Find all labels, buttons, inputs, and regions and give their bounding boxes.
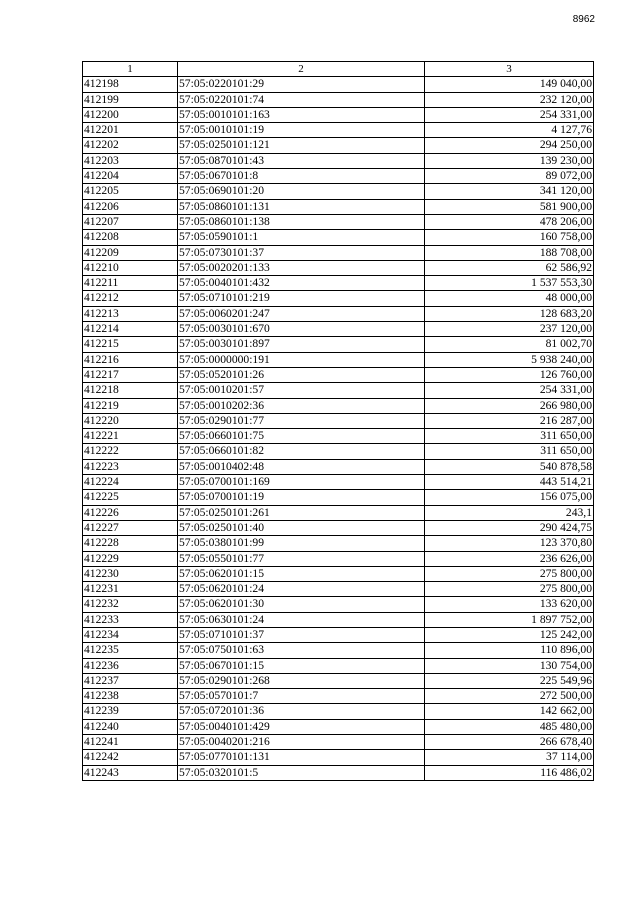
row-number-cell: 412219 — [83, 398, 178, 413]
cadastral-number-cell: 57:05:0290101:268 — [178, 673, 425, 688]
cadastral-number-cell: 57:05:0660101:82 — [178, 444, 425, 459]
row-number-cell: 412229 — [83, 551, 178, 566]
table-row — [83, 475, 594, 490]
table-row — [83, 352, 594, 367]
cadastral-number-cell: 57:05:0380101:99 — [178, 536, 425, 551]
row-number-cell: 412227 — [83, 520, 178, 535]
table-row — [83, 459, 594, 474]
cadastral-number-cell: 57:05:0000000:191 — [178, 352, 425, 367]
table-row — [83, 704, 594, 719]
row-number-cell: 412234 — [83, 627, 178, 642]
row-number-cell: 412231 — [83, 582, 178, 597]
table-row — [83, 735, 594, 750]
value-cell: 188 708,00 — [425, 245, 594, 260]
table-row — [83, 245, 594, 260]
value-cell: 126 760,00 — [425, 367, 594, 382]
table-row — [83, 658, 594, 673]
table-row — [83, 107, 594, 122]
table-row — [83, 260, 594, 275]
row-number-cell: 412233 — [83, 612, 178, 627]
cadastral-number-cell: 57:05:0590101:1 — [178, 230, 425, 245]
table-row — [83, 291, 594, 306]
value-cell: 116 486,02 — [425, 765, 594, 780]
value-cell: 294 250,00 — [425, 138, 594, 153]
row-number-cell: 412207 — [83, 214, 178, 229]
table-row — [83, 153, 594, 168]
cadastral-number-cell: 57:05:0620101:30 — [178, 597, 425, 612]
cadastral-number-cell: 57:05:0520101:26 — [178, 367, 425, 382]
value-cell: 62 586,92 — [425, 260, 594, 275]
cadastral-number-cell: 57:05:0030101:897 — [178, 337, 425, 352]
value-cell: 1 897 752,00 — [425, 612, 594, 627]
table-row — [83, 92, 594, 107]
row-number-cell: 412205 — [83, 184, 178, 199]
cadastral-number-cell: 57:05:0320101:5 — [178, 765, 425, 780]
value-cell: 485 480,00 — [425, 719, 594, 734]
cadastral-number-cell: 57:05:0750101:63 — [178, 643, 425, 658]
table-row — [83, 77, 594, 92]
cadastral-number-cell: 57:05:0010101:163 — [178, 107, 425, 122]
table-row — [83, 383, 594, 398]
cadastral-number-cell: 57:05:0730101:37 — [178, 245, 425, 260]
row-number-cell: 412223 — [83, 459, 178, 474]
table-row — [83, 337, 594, 352]
cadastral-number-cell: 57:05:0040101:432 — [178, 276, 425, 291]
table-row — [83, 138, 594, 153]
cadastral-number-cell: 57:05:0860101:138 — [178, 214, 425, 229]
header-cell-3: 3 — [425, 62, 594, 77]
table-row — [83, 750, 594, 765]
value-cell: 275 800,00 — [425, 566, 594, 581]
cadastral-number-cell: 57:05:0250101:121 — [178, 138, 425, 153]
table-row — [83, 505, 594, 520]
cadastral-number-cell: 57:05:0710101:37 — [178, 627, 425, 642]
row-number-cell: 412201 — [83, 123, 178, 138]
value-cell: 243,1 — [425, 505, 594, 520]
value-cell: 139 230,00 — [425, 153, 594, 168]
table-row — [83, 673, 594, 688]
cadastral-number-cell: 57:05:0020201:133 — [178, 260, 425, 275]
value-cell: 130 754,00 — [425, 658, 594, 673]
cadastral-number-cell: 57:05:0010202:36 — [178, 398, 425, 413]
table-row — [83, 719, 594, 734]
row-number-cell: 412224 — [83, 475, 178, 490]
value-cell: 266 678,40 — [425, 735, 594, 750]
row-number-cell: 412228 — [83, 536, 178, 551]
table-row — [83, 199, 594, 214]
row-number-cell: 412208 — [83, 230, 178, 245]
table-row — [83, 536, 594, 551]
value-cell: 48 000,00 — [425, 291, 594, 306]
value-cell: 216 287,00 — [425, 413, 594, 428]
table-row — [83, 612, 594, 627]
row-number-cell: 412213 — [83, 306, 178, 321]
row-number-cell: 412218 — [83, 383, 178, 398]
value-cell: 123 370,80 — [425, 536, 594, 551]
header-cell-1: 1 — [83, 62, 178, 77]
table-row — [83, 689, 594, 704]
row-number-cell: 412211 — [83, 276, 178, 291]
row-number-cell: 412210 — [83, 260, 178, 275]
row-number-cell: 412241 — [83, 735, 178, 750]
row-number-cell: 412225 — [83, 490, 178, 505]
row-number-cell: 412239 — [83, 704, 178, 719]
cadastral-number-cell: 57:05:0870101:43 — [178, 153, 425, 168]
table-body — [83, 77, 594, 781]
value-cell: 142 662,00 — [425, 704, 594, 719]
value-cell: 160 758,00 — [425, 230, 594, 245]
row-number-cell: 412238 — [83, 689, 178, 704]
value-cell: 290 424,75 — [425, 520, 594, 535]
cadastral-number-cell: 57:05:0860101:131 — [178, 199, 425, 214]
cadastral-number-cell: 57:05:0250101:40 — [178, 520, 425, 535]
cadastral-number-cell: 57:05:0040101:429 — [178, 719, 425, 734]
row-number-cell: 412203 — [83, 153, 178, 168]
table-row — [83, 582, 594, 597]
table-row — [83, 367, 594, 382]
table-row — [83, 520, 594, 535]
value-cell: 311 650,00 — [425, 444, 594, 459]
cadastral-number-cell: 57:05:0550101:77 — [178, 551, 425, 566]
row-number-cell: 412212 — [83, 291, 178, 306]
table-row — [83, 214, 594, 229]
table-row — [83, 429, 594, 444]
value-cell: 5 938 240,00 — [425, 352, 594, 367]
row-number-cell: 412232 — [83, 597, 178, 612]
value-cell: 37 114,00 — [425, 750, 594, 765]
value-cell: 272 500,00 — [425, 689, 594, 704]
table-row — [83, 597, 594, 612]
value-cell: 443 514,21 — [425, 475, 594, 490]
row-number-cell: 412222 — [83, 444, 178, 459]
row-number-cell: 412198 — [83, 77, 178, 92]
cadastral-number-cell: 57:05:0670101:8 — [178, 169, 425, 184]
row-number-cell: 412204 — [83, 169, 178, 184]
cadastral-number-cell: 57:05:0010402:48 — [178, 459, 425, 474]
cadastral-number-cell: 57:05:0010201:57 — [178, 383, 425, 398]
value-cell: 254 331,00 — [425, 107, 594, 122]
row-number-cell: 412215 — [83, 337, 178, 352]
cadastral-number-cell: 57:05:0030101:670 — [178, 322, 425, 337]
cadastral-number-cell: 57:05:0770101:131 — [178, 750, 425, 765]
value-cell: 311 650,00 — [425, 429, 594, 444]
table-row — [83, 184, 594, 199]
table-header — [83, 62, 594, 77]
cadastral-number-cell: 57:05:0620101:24 — [178, 582, 425, 597]
value-cell: 232 120,00 — [425, 92, 594, 107]
table-row — [83, 551, 594, 566]
value-cell: 236 626,00 — [425, 551, 594, 566]
cadastral-number-cell: 57:05:0700101:19 — [178, 490, 425, 505]
value-cell: 149 040,00 — [425, 77, 594, 92]
row-number-cell: 412221 — [83, 429, 178, 444]
value-cell: 89 072,00 — [425, 169, 594, 184]
value-cell: 1 537 553,30 — [425, 276, 594, 291]
row-number-cell: 412214 — [83, 322, 178, 337]
row-number-cell: 412202 — [83, 138, 178, 153]
cadastral-number-cell: 57:05:0700101:169 — [178, 475, 425, 490]
value-cell: 128 683,20 — [425, 306, 594, 321]
cadastral-number-cell: 57:05:0620101:15 — [178, 566, 425, 581]
row-number-cell: 412206 — [83, 199, 178, 214]
table-row — [83, 490, 594, 505]
table-row — [83, 643, 594, 658]
row-number-cell: 412235 — [83, 643, 178, 658]
value-cell: 237 120,00 — [425, 322, 594, 337]
row-number-cell: 412242 — [83, 750, 178, 765]
cadastral-number-cell: 57:05:0720101:36 — [178, 704, 425, 719]
table-row — [83, 444, 594, 459]
row-number-cell: 412217 — [83, 367, 178, 382]
header-row — [83, 62, 594, 77]
value-cell: 133 620,00 — [425, 597, 594, 612]
table-row — [83, 169, 594, 184]
value-cell: 81 002,70 — [425, 337, 594, 352]
value-cell: 581 900,00 — [425, 199, 594, 214]
table-row — [83, 566, 594, 581]
row-number-cell: 412230 — [83, 566, 178, 581]
page-number: 8962 — [572, 14, 595, 25]
table-row — [83, 413, 594, 428]
row-number-cell: 412236 — [83, 658, 178, 673]
cadastral-number-cell: 57:05:0220101:29 — [178, 77, 425, 92]
cadastral-number-cell: 57:05:0060201:247 — [178, 306, 425, 321]
row-number-cell: 412199 — [83, 92, 178, 107]
value-cell: 275 800,00 — [425, 582, 594, 597]
table-row — [83, 322, 594, 337]
table-row — [83, 627, 594, 642]
value-cell: 540 878,58 — [425, 459, 594, 474]
table-row — [83, 765, 594, 780]
cadastral-number-cell: 57:05:0630101:24 — [178, 612, 425, 627]
cadastral-number-cell: 57:05:0010101:19 — [178, 123, 425, 138]
row-number-cell: 412226 — [83, 505, 178, 520]
table-row — [83, 123, 594, 138]
value-cell: 225 549,96 — [425, 673, 594, 688]
value-cell: 266 980,00 — [425, 398, 594, 413]
row-number-cell: 412216 — [83, 352, 178, 367]
value-cell: 125 242,00 — [425, 627, 594, 642]
value-cell: 341 120,00 — [425, 184, 594, 199]
row-number-cell: 412200 — [83, 107, 178, 122]
table-row — [83, 398, 594, 413]
row-number-cell: 412220 — [83, 413, 178, 428]
row-number-cell: 412209 — [83, 245, 178, 260]
table-row — [83, 230, 594, 245]
value-cell: 156 075,00 — [425, 490, 594, 505]
value-cell: 254 331,00 — [425, 383, 594, 398]
cadastral-number-cell: 57:05:0250101:261 — [178, 505, 425, 520]
value-cell: 110 896,00 — [425, 643, 594, 658]
row-number-cell: 412243 — [83, 765, 178, 780]
table-row — [83, 306, 594, 321]
table-row — [83, 276, 594, 291]
cadastral-number-cell: 57:05:0570101:7 — [178, 689, 425, 704]
cadastral-number-cell: 57:05:0690101:20 — [178, 184, 425, 199]
cadastral-number-cell: 57:05:0290101:77 — [178, 413, 425, 428]
row-number-cell: 412240 — [83, 719, 178, 734]
row-number-cell: 412237 — [83, 673, 178, 688]
registry-table — [82, 61, 594, 781]
header-cell-2: 2 — [178, 62, 425, 77]
cadastral-number-cell: 57:05:0660101:75 — [178, 429, 425, 444]
value-cell: 4 127,76 — [425, 123, 594, 138]
value-cell: 478 206,00 — [425, 214, 594, 229]
cadastral-number-cell: 57:05:0710101:219 — [178, 291, 425, 306]
cadastral-number-cell: 57:05:0040201:216 — [178, 735, 425, 750]
cadastral-number-cell: 57:05:0670101:15 — [178, 658, 425, 673]
cadastral-number-cell: 57:05:0220101:74 — [178, 92, 425, 107]
